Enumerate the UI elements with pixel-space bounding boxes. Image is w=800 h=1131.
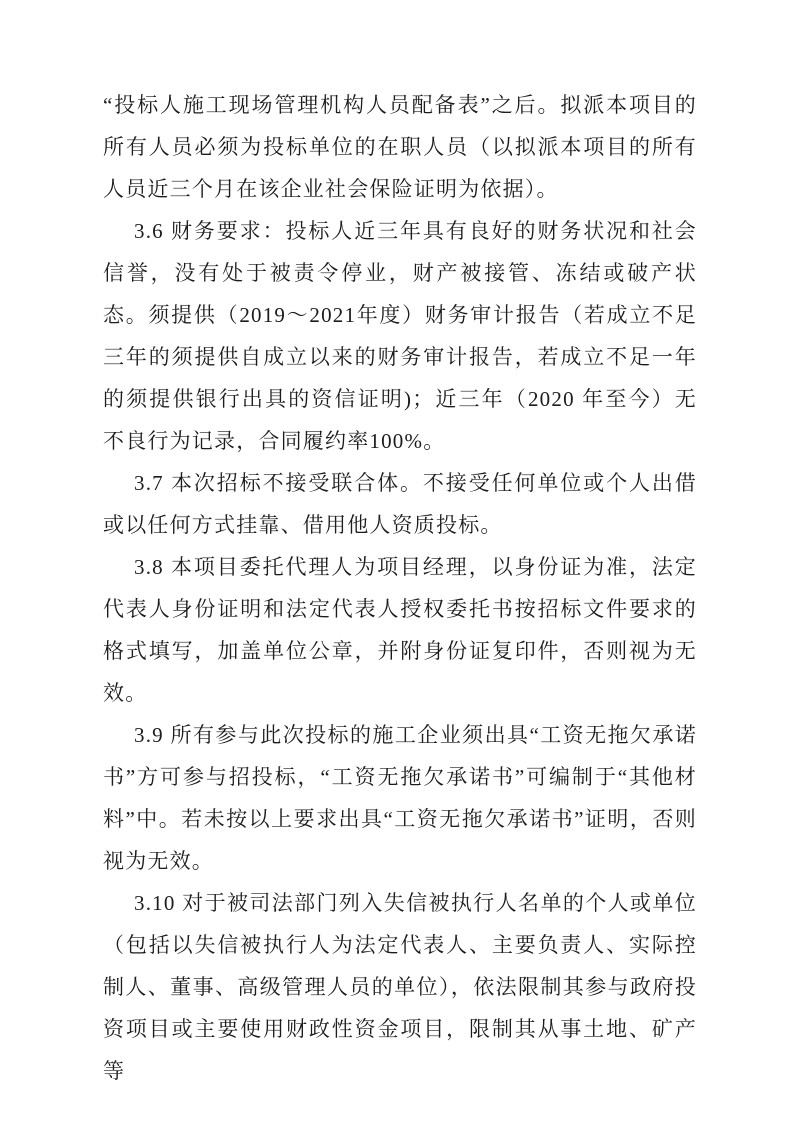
paragraph-clause-3-6: 3.6 财务要求：投标人近三年具有良好的财务状况和社会信誉，没有处于被责令停业，财产被接管、冻结或破产状态。须提供（2019～2021年度）财务审计报告（若成立不足三年的须提供自成立以来的财务审计报告，若成立不足一年的须提供银行出具的资信证明)；近三年（2020 年至今）无不良行为记录，合同履约率100%。	[103, 219, 697, 453]
paragraph-clause-3-9: 3.9 所有参与此次投标的施工企业须出具“工资无拖欠承诺书”方可参与招投标，“工资无拖欠承诺书”可编制于“其他材料”中。若未按以上要求出具“工资无拖欠承诺书”证明，否则视为无效。	[103, 723, 697, 873]
paragraph-clause-3-7: 3.7 本次招标不接受联合体。不接受任何单位或个人出借或以任何方式挂靠、借用他人资质投标。	[103, 471, 697, 537]
paragraph-clause-3-10: 3.10 对于被司法部门列入失信被执行人名单的个人或单位（包括以失信被执行人为法定代表人、主要负责人、实际控制人、董事、高级管理人员的单位），依法限制其参与政府投资项目或主要使用财政性资金项目，限制其从事土地、矿产等	[103, 891, 697, 1083]
paragraph-clause-3-8: 3.8 本项目委托代理人为项目经理，以身份证为准，法定代表人身份证明和法定代表人授权委托书按招标文件要求的格式填写，加盖单位公章，并附身份证复印件，否则视为无效。	[103, 555, 697, 705]
paragraph-intro-continuation: “投标人施工现场管理机构人员配备表”之后。拟派本项目的所有人员必须为投标单位的在职人员（以拟派本项目的所有人员近三个月在该企业社会保险证明为依据）。	[103, 93, 697, 201]
